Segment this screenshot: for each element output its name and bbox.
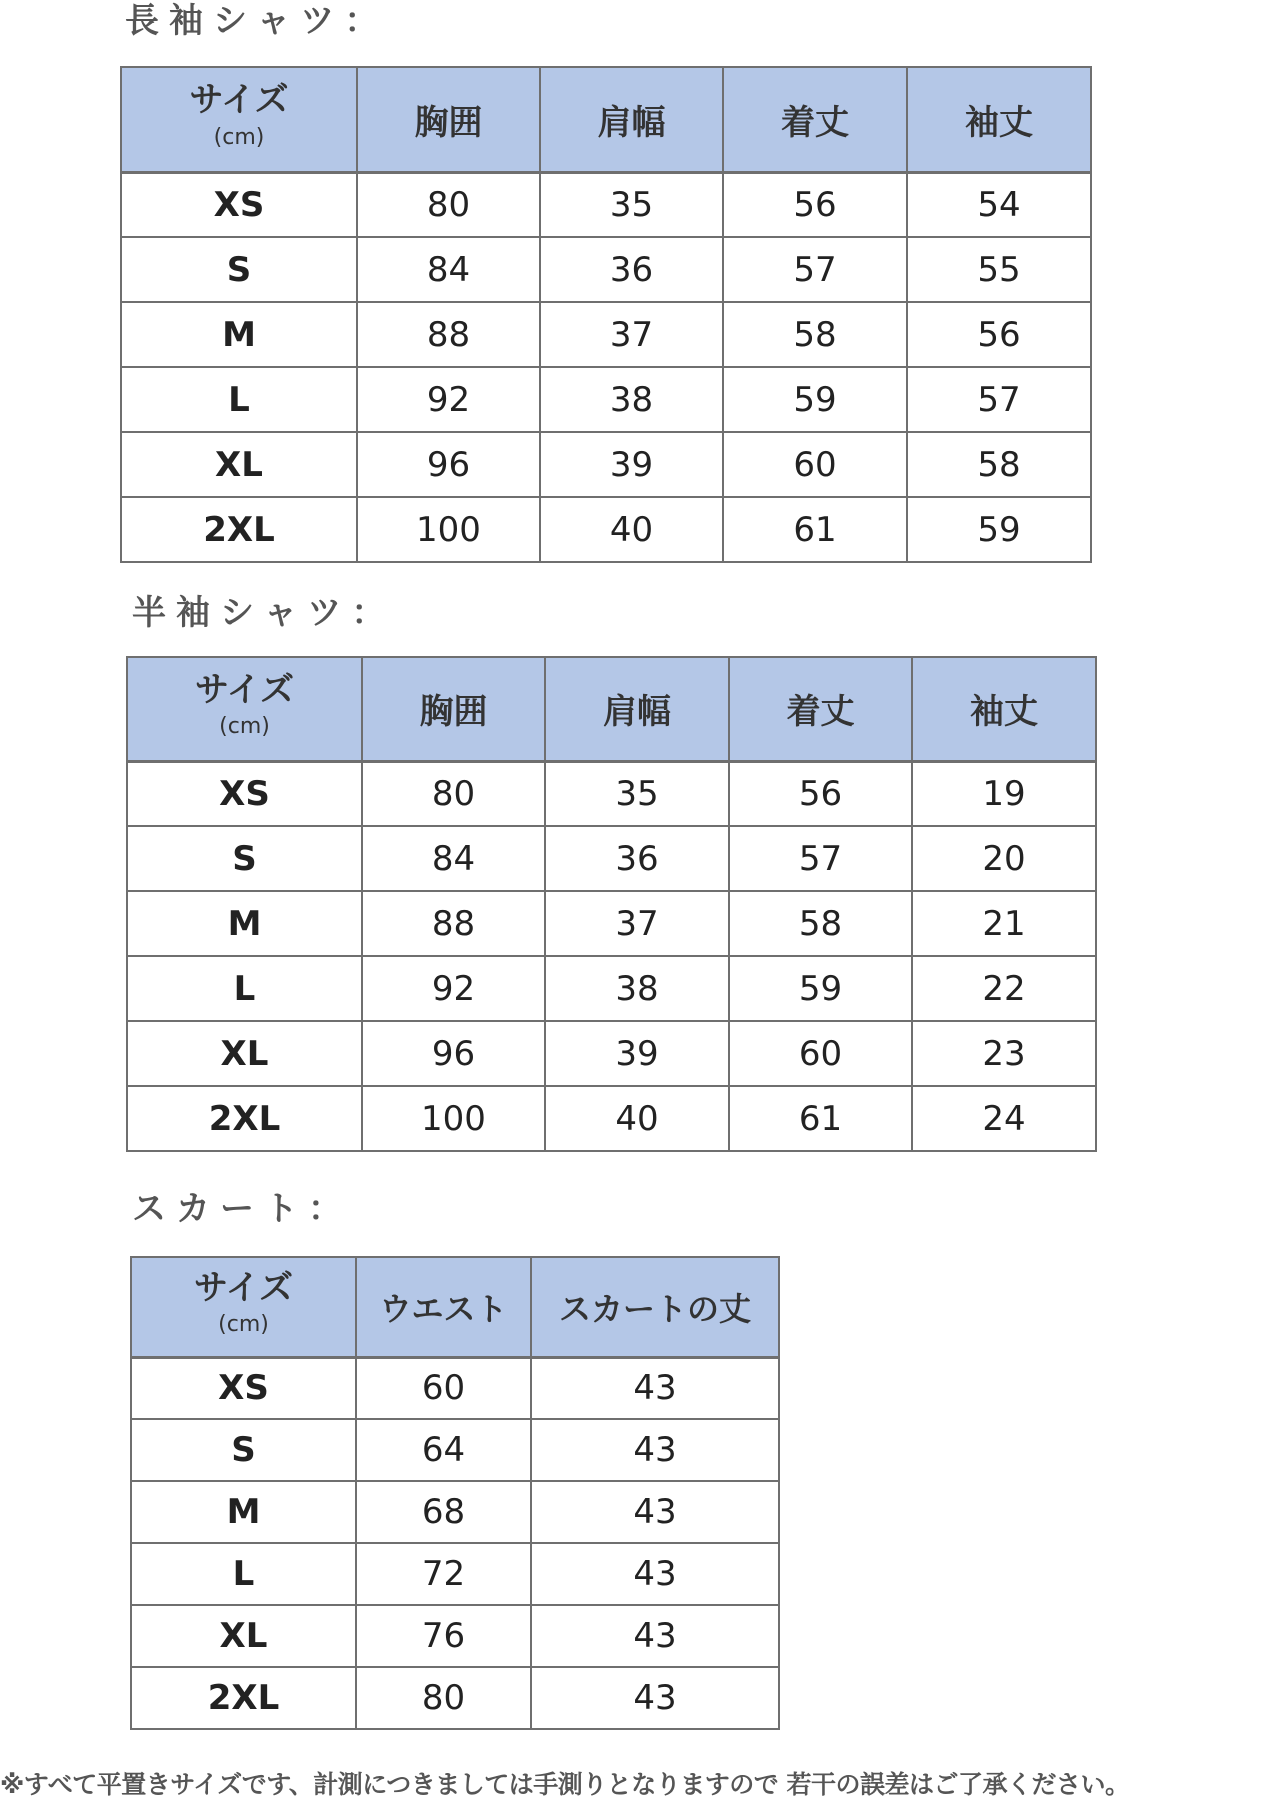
column-header-shoulder: 肩幅 [545,657,729,761]
value-cell: 92 [362,956,545,1021]
value-cell: 24 [912,1086,1096,1151]
size-cell: XS [131,1357,356,1419]
value-cell: 36 [545,826,729,891]
size-header-label: サイズ [189,80,289,121]
value-cell: 43 [531,1543,779,1605]
size-cell: L [127,956,362,1021]
value-cell: 60 [729,1021,912,1086]
column-header-sleeve: 袖丈 [907,67,1091,172]
value-cell: 38 [545,956,729,1021]
value-cell: 36 [540,237,723,302]
value-cell: 35 [540,172,723,237]
value-cell: 40 [540,497,723,562]
value-cell: 58 [723,302,907,367]
size-cell: S [131,1419,356,1481]
value-cell: 56 [729,761,912,826]
short-sleeve-title: 半袖シャツ： [132,593,396,633]
table-row [121,432,1091,497]
column-header-chest: 胸囲 [362,657,545,761]
table-header-row [127,657,1096,761]
size-cell: 2XL [127,1086,362,1151]
table-row [131,1481,779,1543]
column-header-length: 着丈 [729,657,912,761]
column-header-chest: 胸囲 [357,67,540,172]
value-cell: 39 [545,1021,729,1086]
size-cell: XL [121,432,357,497]
column-header-waist: ウエスト [356,1257,531,1357]
value-cell: 56 [907,302,1091,367]
size-cell: L [121,367,357,432]
unit-label: (cm) [213,124,265,150]
value-cell: 43 [531,1481,779,1543]
value-cell: 59 [723,367,907,432]
column-header-skirt-length: スカートの丈 [531,1257,779,1357]
size-cell: 2XL [131,1667,356,1729]
size-cell: XL [127,1021,362,1086]
table-header-row [121,67,1091,172]
column-header-shoulder: 肩幅 [540,67,723,172]
table-row [121,367,1091,432]
size-header-label: サイズ [194,669,295,710]
size-cell: M [131,1481,356,1543]
size-cell: L [131,1543,356,1605]
value-cell: 43 [531,1667,779,1729]
value-cell: 56 [723,172,907,237]
value-cell: 35 [545,761,729,826]
value-cell: 61 [723,497,907,562]
value-cell: 80 [362,761,545,826]
table-row [127,891,1096,956]
value-cell: 72 [356,1543,531,1605]
size-cell: XS [127,761,362,826]
size-header-label: サイズ [193,1267,294,1308]
value-cell: 58 [907,432,1091,497]
value-cell: 68 [356,1481,531,1543]
value-cell: 58 [729,891,912,956]
value-cell: 88 [357,302,540,367]
table-row [121,172,1091,237]
value-cell: 38 [540,367,723,432]
value-cell: 22 [912,956,1096,1021]
value-cell: 37 [545,891,729,956]
size-cell: M [121,302,357,367]
value-cell: 100 [357,497,540,562]
value-cell: 40 [545,1086,729,1151]
value-cell: 76 [356,1605,531,1667]
long-sleeve-size-table [120,66,1092,563]
size-cell: M [127,891,362,956]
measurement-footnote: ※すべて平置きサイズです、計測につきましては手測りとなりますので 若干の誤差はご了承ください。 [0,1770,1130,1799]
value-cell: 19 [912,761,1096,826]
value-cell: 39 [540,432,723,497]
value-cell: 84 [357,237,540,302]
table-row [127,761,1096,826]
table-row [131,1419,779,1481]
skirt-size-table [130,1256,780,1730]
value-cell: 43 [531,1605,779,1667]
value-cell: 55 [907,237,1091,302]
value-cell: 57 [723,237,907,302]
table-row [127,826,1096,891]
column-header-sleeve: 袖丈 [912,657,1096,761]
skirt-title: スカート： [132,1189,352,1229]
value-cell: 57 [729,826,912,891]
size-cell: S [121,237,357,302]
table-row [127,956,1096,1021]
value-cell: 43 [531,1357,779,1419]
value-cell: 80 [357,172,540,237]
table-header-row [131,1257,779,1357]
value-cell: 96 [362,1021,545,1086]
value-cell: 60 [356,1357,531,1419]
table-row [127,1086,1096,1151]
table-row [121,237,1091,302]
table-row [131,1667,779,1729]
value-cell: 23 [912,1021,1096,1086]
value-cell: 37 [540,302,723,367]
size-column-header [127,657,362,761]
table-row [131,1605,779,1667]
value-cell: 59 [729,956,912,1021]
table-row [131,1543,779,1605]
size-column-header [131,1257,356,1357]
value-cell: 100 [362,1086,545,1151]
value-cell: 20 [912,826,1096,891]
value-cell: 61 [729,1086,912,1151]
short-sleeve-size-table [126,656,1097,1152]
value-cell: 96 [357,432,540,497]
size-column-header [121,67,357,172]
long-sleeve-title: 長袖シャツ： [125,1,389,41]
value-cell: 57 [907,367,1091,432]
table-row [131,1357,779,1419]
value-cell: 92 [357,367,540,432]
size-cell: 2XL [121,497,357,562]
value-cell: 54 [907,172,1091,237]
unit-label: (cm) [219,714,270,740]
value-cell: 88 [362,891,545,956]
size-cell: XS [121,172,357,237]
unit-label: (cm) [218,1312,269,1338]
value-cell: 60 [723,432,907,497]
value-cell: 21 [912,891,1096,956]
table-row [121,497,1091,562]
value-cell: 64 [356,1419,531,1481]
value-cell: 43 [531,1419,779,1481]
column-header-length: 着丈 [723,67,907,172]
size-cell: XL [131,1605,356,1667]
value-cell: 84 [362,826,545,891]
table-row [127,1021,1096,1086]
value-cell: 59 [907,497,1091,562]
table-row [121,302,1091,367]
size-cell: S [127,826,362,891]
value-cell: 80 [356,1667,531,1729]
